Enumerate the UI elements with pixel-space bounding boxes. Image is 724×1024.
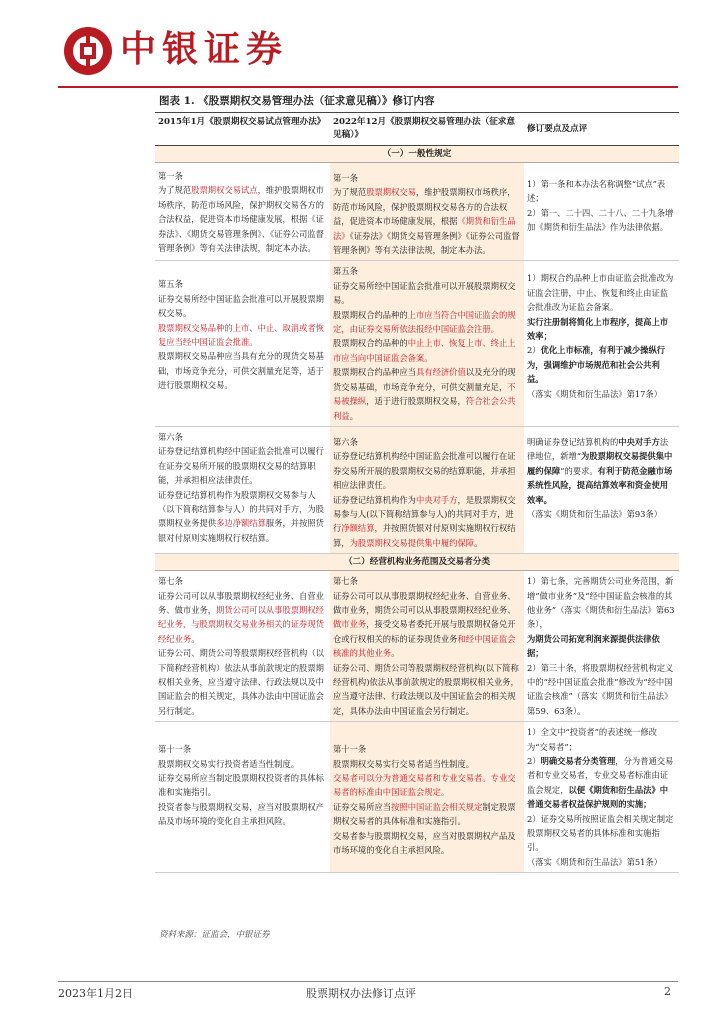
cell-paragraph: [333, 829, 521, 858]
cell-text: 2）: [527, 756, 541, 767]
cell-paragraph: [158, 800, 327, 829]
cell-paragraph: [527, 725, 676, 754]
cell-text: 证券公司、期货公司等股票期权经营机构(以下简称经营机构)依法从事前款规定的股票期权相关业务，应当遵守法律、行政法规以及中国证监会的相关规定，具体办法由中国证监会另行制定。: [333, 662, 519, 716]
cell-notes: [524, 426, 679, 553]
cell-text: 证券公司、期货公司等股票期权经营机构（以下简称经营机构）依法从事前款规定的股票期权相关业务，应当遵守法律、行政法规以及中国证监会的相关规定，具体办法由中国证监会另行制定。: [158, 648, 324, 716]
cell-paragraph: [527, 754, 676, 812]
revised-text: 中止上市、恢复上市、终止上市应当向中国证监会备案。: [333, 338, 516, 363]
table-row: [155, 261, 679, 426]
cell-text: ，适于进行股票期权交易，: [366, 396, 466, 407]
cell-paragraph: [333, 661, 521, 719]
cell-paragraph: [158, 183, 327, 255]
cell-notes: [524, 261, 679, 426]
revised-text: 交易者可以分为普通交易者和专业交易者。专业交易者的标准由中国证监会规定。: [333, 773, 516, 798]
cell-paragraph: [158, 771, 327, 800]
page-number: 2: [664, 985, 671, 998]
key-point-text: 为股票期权交易提供集中履约保障: [527, 451, 673, 476]
cell-paragraph: [527, 435, 676, 507]
cell-paragraph: [158, 430, 327, 444]
cell-text: （落实《期货和衍生品法》第17条）: [527, 388, 663, 399]
cell-text: 第七条: [158, 576, 183, 587]
table-row: [155, 163, 679, 261]
cell-text: 股票期权交易实行交易者适当性制度。: [333, 758, 475, 769]
cell-text: 第一条: [158, 171, 183, 181]
revised-text: 股票期权交易品种的上市、中止、取消或者恢复应当经中国证监会批准。: [158, 322, 324, 348]
cell-text: 制定股票期权交易者的具体标准和实施指引。: [333, 801, 516, 827]
cell-paragraph: [527, 206, 676, 235]
revision-table: [155, 112, 679, 873]
revised-text: 具有经济价值: [415, 367, 466, 378]
cell-text: 1）全文中“投资者”的表述统一修改为“交易者”；: [527, 727, 657, 752]
cell-text: ”的要求。: [560, 465, 598, 476]
cell-text: 股票期权合约品种应当: [333, 367, 416, 378]
cell-paragraph: [158, 444, 327, 487]
cell-text: 服务，并按照货银对付原则实施期权行权结算。: [158, 518, 324, 543]
cell-text: ，并按照货银对付原则实施期权行权结算，: [333, 523, 516, 548]
revised-text: 《期货和衍生品法》: [333, 216, 516, 241]
cell-text: （落实《期货和衍生品法》第93条）: [527, 508, 663, 519]
cell-text: 第六条: [333, 436, 358, 447]
cell-text: 2）第三十条，将股票期权经营机构定义中的“经中国证监会批准”修改为“经中国证监会核准”（落实《期货和衍生品法》第59、63条）。: [527, 662, 674, 716]
cell-text: 法律地位，新增“: [527, 436, 669, 462]
cell-old: [155, 426, 330, 553]
cell-text: 。: [349, 410, 358, 421]
revised-text: 多边净额结算: [216, 518, 266, 529]
source-note: 资料来源：证监会，中银证券: [159, 930, 270, 940]
revised-text: 和经中国证监会核准的其他业务: [333, 633, 516, 659]
cell-paragraph: [158, 169, 327, 183]
footer-date: 2023年1月2日: [58, 987, 133, 1000]
cell-text: 交易者参与股票期权交易，应当对股票期权产品及市场环境的变化自主承担风险。: [333, 830, 516, 856]
section-business-scope: （二）经营机构业务范围及交易者分类: [155, 554, 679, 571]
section-row: [155, 554, 679, 571]
cell-text: 证券交易所经中国证监会批准可以开展股票期权交易。: [158, 293, 324, 319]
cell-text: 证券公司可以从事股票期权经纪业务、自营业务、做市业务，期货公司可以从事股票期权经纪业务、: [333, 590, 516, 615]
key-point-text: 为期货公司拓宽利润来源提供法律依据；: [527, 633, 660, 659]
cell-paragraph: [333, 771, 521, 800]
cell-paragraph: [527, 855, 676, 869]
cell-text: 股票期权合约品种的: [333, 309, 408, 320]
cell-text: 第一条: [333, 173, 358, 183]
revised-text: 符合社会公共利益: [333, 396, 516, 421]
cell-paragraph: [333, 435, 521, 449]
cell-paragraph: [333, 336, 521, 365]
cell-paragraph: [527, 632, 676, 661]
cell-text: 证券登记结算机构经中国证监会批准可以履行在证券交易所开展的股票期权交易的结算职能，并承担相应法律责任。: [158, 446, 324, 486]
cell-text: 。: [191, 633, 200, 644]
cell-text: 股票期权交易品种应当具有充分的现货交易基础，市场竞争充分，可供交割量充足等，适于进行股票期权交易。: [158, 351, 324, 391]
revised-text: 不易被操纵: [333, 381, 516, 407]
table-row: [155, 571, 679, 722]
cell-notes: [524, 722, 679, 873]
cell-old: [155, 571, 330, 722]
key-point-text: 明确交易者分类管理: [540, 756, 616, 767]
cell-paragraph: [333, 365, 521, 423]
cell-text: 以及充分的现货交易基础，市场竞争充分，可供交割量充足，: [333, 367, 516, 392]
cell-paragraph: [527, 507, 676, 521]
cell-text: 第十一条: [158, 744, 192, 755]
col-header-notes: 修订要点及点评: [524, 113, 679, 146]
cell-text: ，接受交易者委托开展与股票期权备兑开仓或行权相关的标的证券现货业务: [333, 619, 516, 644]
cell-text: 证券交易所经中国证监会批准可以开展股票期权交易。: [333, 280, 516, 306]
cell-paragraph: [333, 493, 521, 551]
cell-paragraph: [333, 279, 521, 308]
revised-text: 上市应当符合中国证监会的规定，由证券交易所依法报经中国证监会注册。: [333, 309, 516, 335]
cell-new: [330, 261, 524, 426]
cell-paragraph: [158, 349, 327, 392]
cell-text: 证券交易所应当: [333, 801, 392, 812]
cell-paragraph: [158, 646, 327, 718]
cell-paragraph: [333, 574, 521, 588]
cell-paragraph: [333, 171, 521, 185]
cell-text: 证券登记结算机构经中国证监会批准可以履行在证券交易所开展的股票期权交易的结算职能，并承担相应法律责任。: [333, 451, 516, 491]
page-header: [0, 0, 724, 86]
cell-new: [330, 722, 524, 873]
cell-text: 投资者参与股票期权交易，应当对股票期权产品及市场环境的变化自主承担风险。: [158, 801, 324, 827]
brand-name: 中银证券: [120, 29, 289, 70]
cell-old: [155, 261, 330, 426]
cell-text: ，维护股票期权市场秩序，防范市场风险，保护股票期权交易各方的合法权益，促进资本市场健康发展，根据: [333, 187, 516, 227]
cell-text: 证券公司可以从事股票期权经纪业务、自营业务、做市业务，: [158, 590, 324, 615]
cell-paragraph: [527, 343, 676, 386]
cell-text: 第五条: [158, 279, 183, 290]
revised-text: 为股票期权交易提供集中履约保障: [349, 537, 475, 548]
table-header-row: [155, 113, 679, 146]
cell-paragraph: [158, 742, 327, 756]
cell-text: 明确证券登记结算机构的: [527, 436, 619, 447]
header-divider: [58, 86, 678, 88]
cell-text: 股票期权合约品种的: [333, 338, 408, 349]
cell-paragraph: [158, 321, 327, 350]
cell-notes: [524, 571, 679, 722]
cell-paragraph: [158, 292, 327, 321]
cell-new: [330, 163, 524, 261]
cell-paragraph: [158, 574, 327, 588]
cell-paragraph: [527, 574, 676, 632]
cell-text: 2）第一、二十四、二十八、二十九条增加《期货和衍生品法》作为法律依据。: [527, 207, 674, 233]
cell-paragraph: [333, 185, 521, 257]
cell-old: [155, 163, 330, 261]
section-row: [155, 146, 679, 163]
cell-paragraph: [333, 742, 521, 756]
cell-text: ，分为普通交易者和专业交易者，专业交易者标准由证监会规定，: [527, 756, 674, 795]
revised-text: 按照中国证监会相关规定: [391, 801, 483, 812]
revised-text: 中央对手方: [415, 494, 458, 505]
cell-text: 为了规范: [158, 185, 192, 196]
cell-text: 1）第一条和本办法名称调整“试点”表述；: [527, 179, 666, 204]
cell-text: 。: [391, 648, 400, 659]
cell-text: ，是股票期权交易参与人(以下简称结算参与人)的共同对手方，进行: [333, 494, 516, 534]
cell-text: 2）证券交易所按照证监会相关规定制定股票期权交易者的具体标准和实施指引。: [527, 813, 674, 853]
key-point-text: 优化上市标准，有利于减少操纵行为，强调维护市场规范和社会公共利益。: [527, 345, 666, 385]
cell-paragraph: [333, 264, 521, 278]
figure-caption: 图表 1. 《股票期权交易管理办法（征求意见稿）》修订内容: [159, 95, 435, 107]
key-point-text: 以便《期货和衍生品法》中普通交易者权益保护规则的实施；: [527, 784, 669, 810]
bank-logo-icon: [64, 27, 112, 75]
cell-paragraph: [333, 589, 521, 661]
cell-paragraph: [333, 449, 521, 492]
cell-text: 。: [474, 537, 483, 548]
cell-text: 第五条: [333, 266, 358, 277]
cell-text: 2）: [527, 345, 541, 356]
cell-paragraph: [333, 308, 521, 337]
cell-text: （落实《期货和衍生品法》第51条）: [527, 856, 663, 867]
cell-text: 证券登记结算机构作为: [333, 494, 416, 505]
footer-divider: [58, 981, 678, 982]
cell-text: 《证券法》《期货交易管理条例》《证券公司监督管理条例》等有关法律法规，制定本办法。: [333, 230, 520, 256]
cell-paragraph: [527, 271, 676, 314]
table-row: [155, 426, 679, 553]
cell-paragraph: [527, 812, 676, 855]
cell-text: 为了规范: [333, 187, 367, 198]
cell-paragraph: [527, 315, 676, 344]
cell-text: 股票期权交易实行投资者适当性制度。: [158, 758, 300, 769]
table-row: [155, 722, 679, 873]
cell-paragraph: [158, 488, 327, 546]
cell-text: 第十一条: [333, 744, 367, 755]
footer-title: 股票期权办法修订点评: [306, 987, 416, 1000]
key-point-text: 有利于防范金融市场系统性风险，提高结算效率和资金使用效率。: [527, 465, 673, 505]
key-point-text: 中央对手方: [618, 436, 660, 447]
cell-new: [330, 426, 524, 553]
cell-old: [155, 722, 330, 873]
revised-text: 股票期权交易: [366, 187, 416, 198]
cell-paragraph: [333, 800, 521, 829]
cell-paragraph: [527, 387, 676, 401]
revised-text: 期货公司可以从事股票期权经纪业务，与股票期权交易业务相关的证券现货经纪业务: [158, 604, 324, 644]
cell-paragraph: [527, 661, 676, 719]
key-point-text: 实行注册制将简化上市程序，提高上市效率；: [527, 316, 669, 342]
cell-text: 1）期权合约品种上市由证监会批准改为证监会注册，中止、恢复和终止由证监会批准改为证监会备案。: [527, 273, 674, 313]
cell-paragraph: [527, 177, 676, 206]
revised-text: 股票期权交易试点: [191, 185, 258, 196]
section-general: （一）一般性规定: [155, 146, 679, 163]
cell-paragraph: [158, 757, 327, 771]
cell-text: 第六条: [158, 431, 183, 442]
revised-text: 净额结算: [341, 523, 375, 534]
cell-text: ，维护股票期权市场秩序，防范市场风险，保护期权交易各方的合法权益，促进资本市场健康发展，根据《证券法》、《期货交易管理条例》、《证券公司监督管理条例》等有关法律法规，制定本办法。: [158, 185, 324, 254]
col-header-2015: 2015年1月《股票期权交易试点管理办法》: [155, 113, 330, 146]
cell-text: 证券交易所应当制定股票期权投资者的具体标准和实施指引。: [158, 773, 324, 798]
cell-paragraph: [158, 589, 327, 647]
cell-paragraph: [333, 757, 521, 771]
cell-text: 证券登记结算机构作为股票期权交易参与人（以下简称结算参与人）的共同对手方，为股票期权业务提供: [158, 489, 324, 529]
cell-notes: [524, 163, 679, 261]
cell-text: 第七条: [333, 576, 358, 587]
cell-new: [330, 571, 524, 722]
cell-text: 1）第七条，完善期货公司业务范围，新增“做市业务”及“经中国证监会核准的其他业务”（落实《期货和衍生品法》第63条），: [527, 576, 675, 630]
col-header-2022: 2022年12月《股票期权交易管理办法（征求意见稿）》: [330, 113, 524, 146]
cell-paragraph: [158, 277, 327, 291]
revised-text: 做市业务: [333, 619, 367, 630]
